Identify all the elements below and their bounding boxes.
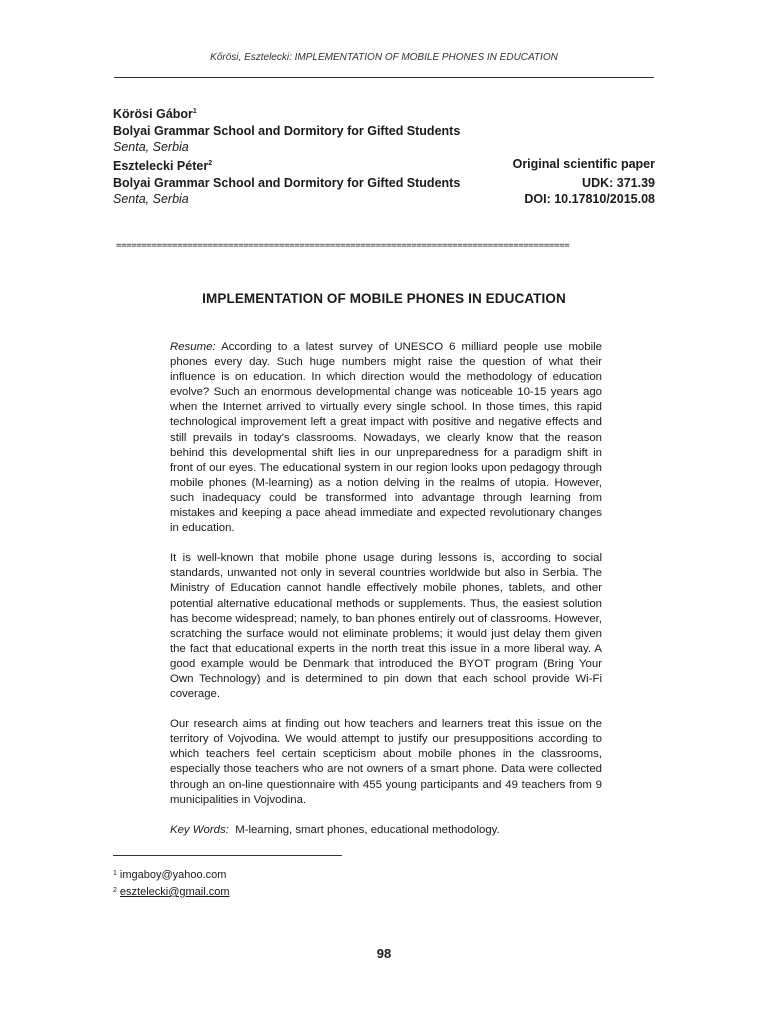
paper-title: IMPLEMENTATION OF MOBILE PHONES IN EDUCATION xyxy=(202,291,566,306)
abstract-paragraph-2: It is well-known that mobile phone usage during lessons is, according to social standards, unwanted not only in several countries worldwide but also in Serbia. The Ministry of Education cannot handle effectively mobile phones, tablets, and other potential alternative educational methods or supplements. Thus, the easiest solution has become widespread; namely, to ban phones entirely out of classrooms. However, scratching the surface would not eliminate problems; it would just delay them given the fact that educational experts in the north treat this issue in a more liberal way. A good example would be Denmark that introduced the BYOT program (Bring Your Own Technology) and is determined to pin down that each school provide Wi-Fi coverage. xyxy=(170,552,602,701)
footnote-marker-2: 2 xyxy=(113,887,117,894)
author-marker-1: 1 xyxy=(192,108,197,115)
page-number: 98 xyxy=(376,946,392,961)
author-marker-2: 2 xyxy=(208,159,213,167)
footnote-2 xyxy=(113,883,230,900)
author-affiliation-2: Bolyai Grammar School and Dormitory for Gifted Students xyxy=(113,175,461,190)
header-rule xyxy=(114,77,654,78)
footnote-email-link-2[interactable]: esztelecki@gmail.com xyxy=(119,886,230,898)
keywords-text: M-learning, smart phones, educational methodology. xyxy=(235,823,500,836)
author-row-2 xyxy=(113,156,655,175)
footnote-email-1: imgaboy@yahoo.com xyxy=(119,869,227,881)
author-row-1 xyxy=(113,104,655,123)
paper-type: Original scientific paper xyxy=(512,156,655,171)
footnote-1 xyxy=(113,866,230,883)
footnote-rule xyxy=(113,855,342,856)
doi: DOI: 10.17810/2015.08 xyxy=(524,192,655,207)
footnotes xyxy=(113,866,230,900)
separator-line: ========================================================================================= xyxy=(116,241,570,251)
author-location-1: Senta, Serbia xyxy=(113,140,189,155)
author-affiliation-1: Bolyai Grammar School and Dormitory for Gifted Students xyxy=(113,123,461,138)
abstract-paragraph-3: Our research aims at finding out how teachers and learners treat this issue on the territory of Vojvodina. We would attempt to justify our presuppositions according to which teachers feel certain scepticism about mobile phones in the classrooms, especially those teachers who are not owners of a smart phone. Data were collected through an on-line questionnaire with 455 young participants and 49 teachers from 9 municipalities in Vojvodina. xyxy=(170,718,602,806)
udk-code: UDK: 371.39 xyxy=(582,175,655,190)
author-location-2: Senta, Serbia xyxy=(113,192,189,207)
author-name-1: Körösi Gábor xyxy=(113,107,193,122)
resume-label: Resume: xyxy=(170,341,216,353)
footnote-marker-1: 1 xyxy=(113,870,117,877)
author-block xyxy=(113,104,655,208)
keywords-label: Key Words: xyxy=(170,823,229,836)
location-row-2 xyxy=(113,191,655,208)
location-row-1 xyxy=(113,139,655,156)
keywords-line xyxy=(170,823,602,838)
author-name-2: Esztelecki Péter xyxy=(113,159,209,174)
abstract-paragraph-1 xyxy=(170,340,602,536)
abstract xyxy=(170,340,602,853)
affiliation-row-2 xyxy=(113,175,655,192)
affiliation-row-1 xyxy=(113,123,655,140)
abstract-text-1: According to a latest survey of UNESCO 6 milliard people use mobile phones every day. Such huge numbers might raise the question of what their influence is on education. In which direction would the methodology of education evolve? Such an enormous developmental change was noticeable 10-15 years ago when the Internet arrived to virtually every single school. In those times, this rapid technological improvement left a great impact with positive and negative effects and still prevails in today's classrooms. Nowadays, we clearly know that the reason behind this developmental shift lies in our unpreparedness for a paradigm shift in front of our eyes. The educational system in our region looks upon pedagogy through mobile phones (M-learning) as a notion delving in the realms of utopia. However, such inadequacy could be transformed into advantage through learning from mistakes and keeping a pace ahead immediate and expected revolutionary changes in education. xyxy=(170,341,602,535)
running-head: Kőrösi, Esztelecki: IMPLEMENTATION OF MOBILE PHONES IN EDUCATION xyxy=(210,52,558,63)
